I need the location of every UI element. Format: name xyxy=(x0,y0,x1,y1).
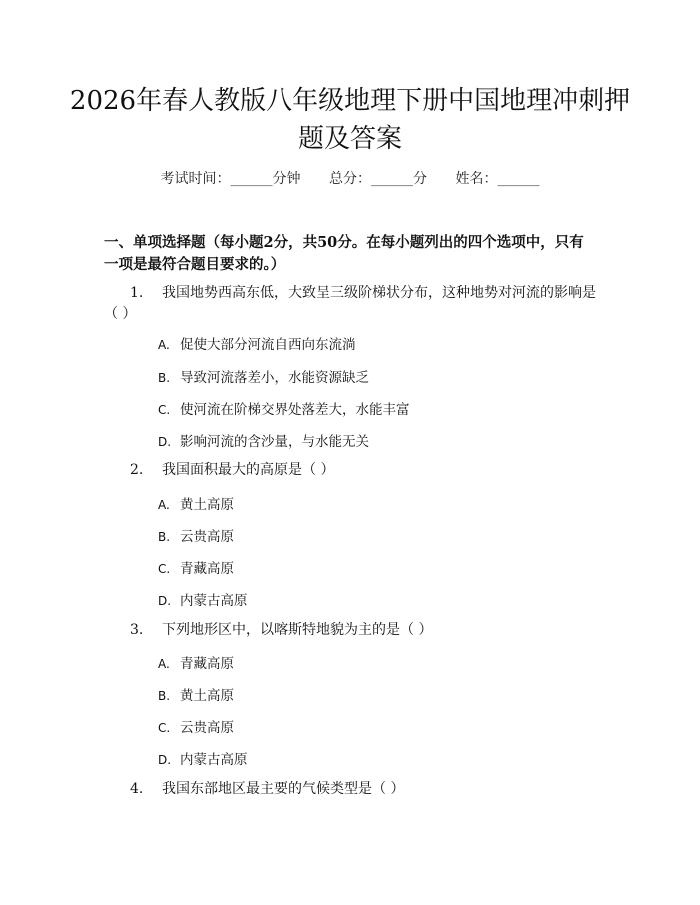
question-stem: 我国面积最大的高原是（ ） xyxy=(162,462,335,478)
question-2 xyxy=(130,459,334,481)
option-1a xyxy=(158,333,356,353)
option-letter: D. xyxy=(158,594,172,608)
option-letter: B. xyxy=(158,689,171,703)
option-text: 促使大部分河流自西向东流淌 xyxy=(180,337,356,353)
student-name: 姓名：______ xyxy=(455,171,540,187)
option-text: 黄土高原 xyxy=(180,497,234,513)
option-letter: A. xyxy=(158,338,170,352)
option-text: 使河流在阶梯交界处落差大，水能丰富 xyxy=(180,402,410,418)
option-letter: C. xyxy=(158,562,171,576)
question-number: 2. xyxy=(130,462,144,478)
option-2a xyxy=(158,493,234,513)
question-1-continuation: （ ） xyxy=(104,306,137,322)
option-3c xyxy=(158,716,234,736)
section-heading: 一、单项选择题（每小题2分，共50分。在每小题列出的四个选项中，只有一项是最符合题目要求的。） xyxy=(104,234,584,273)
option-letter: B. xyxy=(158,371,171,385)
question-number: 1. xyxy=(130,285,144,301)
option-text: 内蒙古高原 xyxy=(180,752,248,768)
exam-meta xyxy=(0,168,700,188)
option-letter: C. xyxy=(158,721,171,735)
option-3b xyxy=(158,684,234,704)
option-letter: A. xyxy=(158,498,170,512)
option-text: 云贵高原 xyxy=(180,529,234,545)
option-1d xyxy=(158,430,369,450)
question-4 xyxy=(130,778,404,800)
option-text: 青藏高原 xyxy=(180,656,234,672)
option-text: 导致河流落差小，水能资源缺乏 xyxy=(180,370,369,386)
option-2b xyxy=(158,525,234,545)
option-letter: D. xyxy=(158,753,172,767)
question-stem: 我国地势西高东低，大致呈三级阶梯状分布，这种地势对河流的影响是 xyxy=(162,285,596,301)
option-text: 云贵高原 xyxy=(180,720,234,736)
option-text: 青藏高原 xyxy=(180,561,234,577)
option-2c xyxy=(158,557,234,577)
option-letter: D. xyxy=(158,435,172,449)
option-letter: C. xyxy=(158,403,171,417)
exam-time: 考试时间：______分钟 xyxy=(160,171,301,187)
option-1b xyxy=(158,366,369,386)
question-1 xyxy=(130,282,596,304)
option-text: 内蒙古高原 xyxy=(180,593,248,609)
question-stem: 我国东部地区最主要的气候类型是（ ） xyxy=(162,781,405,797)
document-title: 2026年春人教版八年级地理下册中国地理冲刺押题及答案 xyxy=(69,86,631,154)
option-3d xyxy=(158,748,248,768)
question-stem: 下列地形区中，以喀斯特地貌为主的是（ ） xyxy=(162,622,433,638)
question-3 xyxy=(130,619,432,641)
option-text: 影响河流的含沙量，与水能无关 xyxy=(180,434,369,450)
question-number: 3. xyxy=(130,622,144,638)
option-2d xyxy=(158,589,248,609)
question-number: 4. xyxy=(130,781,144,797)
option-1c xyxy=(158,398,410,418)
total-score: 总分：______分 xyxy=(329,171,427,187)
option-letter: B. xyxy=(158,530,171,544)
option-letter: A. xyxy=(158,657,170,671)
option-text: 黄土高原 xyxy=(180,688,234,704)
option-3a xyxy=(158,652,234,672)
